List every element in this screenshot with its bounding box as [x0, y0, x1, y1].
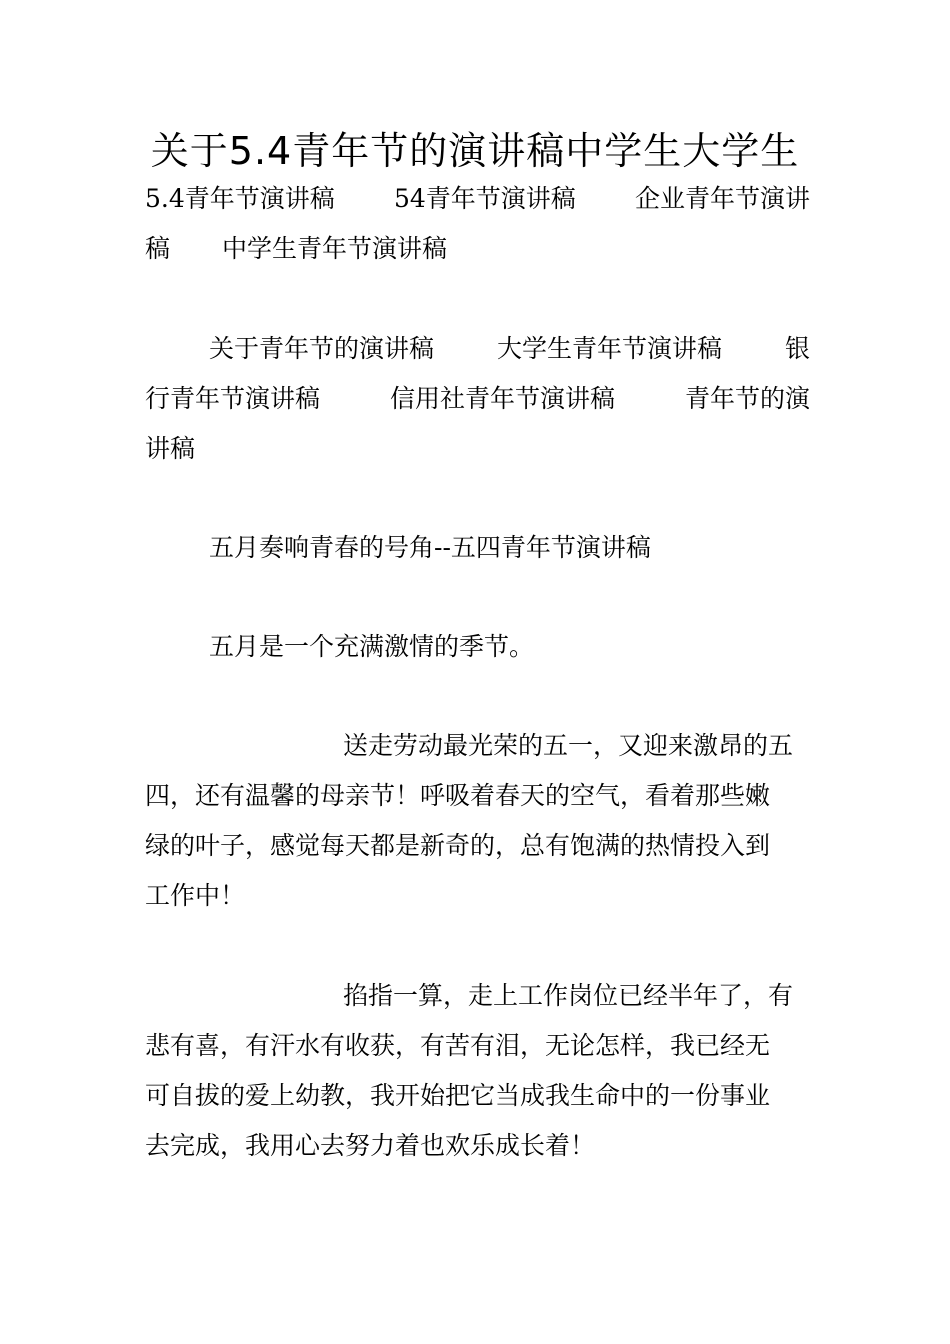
paragraph-line: 悲有喜，有汗水有收获，有苦有泪，无论怎样，我已经无	[145, 1031, 771, 1060]
related-link[interactable]: 行青年节演讲稿	[145, 384, 321, 413]
related-link-fragment[interactable]: 青年节的演	[684, 384, 810, 413]
related-link-fragment[interactable]: 讲稿	[145, 434, 196, 463]
document-title: 关于5.4青年节的演讲稿中学生大学生	[150, 129, 800, 173]
intro-block	[145, 622, 810, 672]
paragraph-line: 四，还有温馨的母亲节！呼吸着春天的空气，看着那些嫩	[145, 781, 771, 810]
tag-links	[145, 174, 810, 274]
tag-link-fragment[interactable]: 稿	[145, 234, 171, 263]
related-line	[145, 324, 810, 374]
related-link[interactable]: 关于青年节的演讲稿	[209, 334, 435, 363]
related-link-fragment[interactable]: 银	[784, 334, 810, 363]
related-links	[145, 324, 810, 474]
intro-paragraph: 五月是一个充满激情的季节。	[209, 632, 535, 661]
tag-line	[145, 174, 810, 224]
paragraph-line: 工作中！	[145, 881, 246, 910]
tag-link[interactable]: 54青年节演讲稿	[393, 184, 576, 213]
tag-link[interactable]: 企业青年节演讲	[634, 184, 810, 213]
tag-link[interactable]: 5.4青年节演讲稿	[145, 184, 335, 213]
paragraph-line: 去完成，我用心去努力着也欢乐成长着！	[145, 1131, 596, 1160]
speech-subtitle: 五月奏响青春的号角--五四青年节演讲稿	[209, 533, 651, 562]
related-link[interactable]: 大学生青年节演讲稿	[496, 334, 722, 363]
related-link[interactable]: 信用社青年节演讲稿	[389, 384, 615, 413]
paragraph-2	[145, 971, 810, 1171]
tag-line	[145, 224, 810, 274]
paragraph-line: 可自拔的爱上幼教，我开始把它当成我生命中的一份事业	[145, 1081, 771, 1110]
paragraph-line: 掐指一算，走上工作岗位已经半年了，有	[343, 981, 794, 1010]
paragraph-1	[145, 721, 810, 921]
related-line	[145, 424, 810, 474]
tag-link[interactable]: 中学生青年节演讲稿	[222, 234, 448, 263]
speech-subtitle-block	[145, 523, 810, 573]
paragraph-line: 送走劳动最光荣的五一，又迎来激昂的五	[343, 731, 794, 760]
paragraph-line: 绿的叶子，感觉每天都是新奇的，总有饱满的热情投入到	[145, 831, 771, 860]
related-line	[145, 374, 810, 424]
